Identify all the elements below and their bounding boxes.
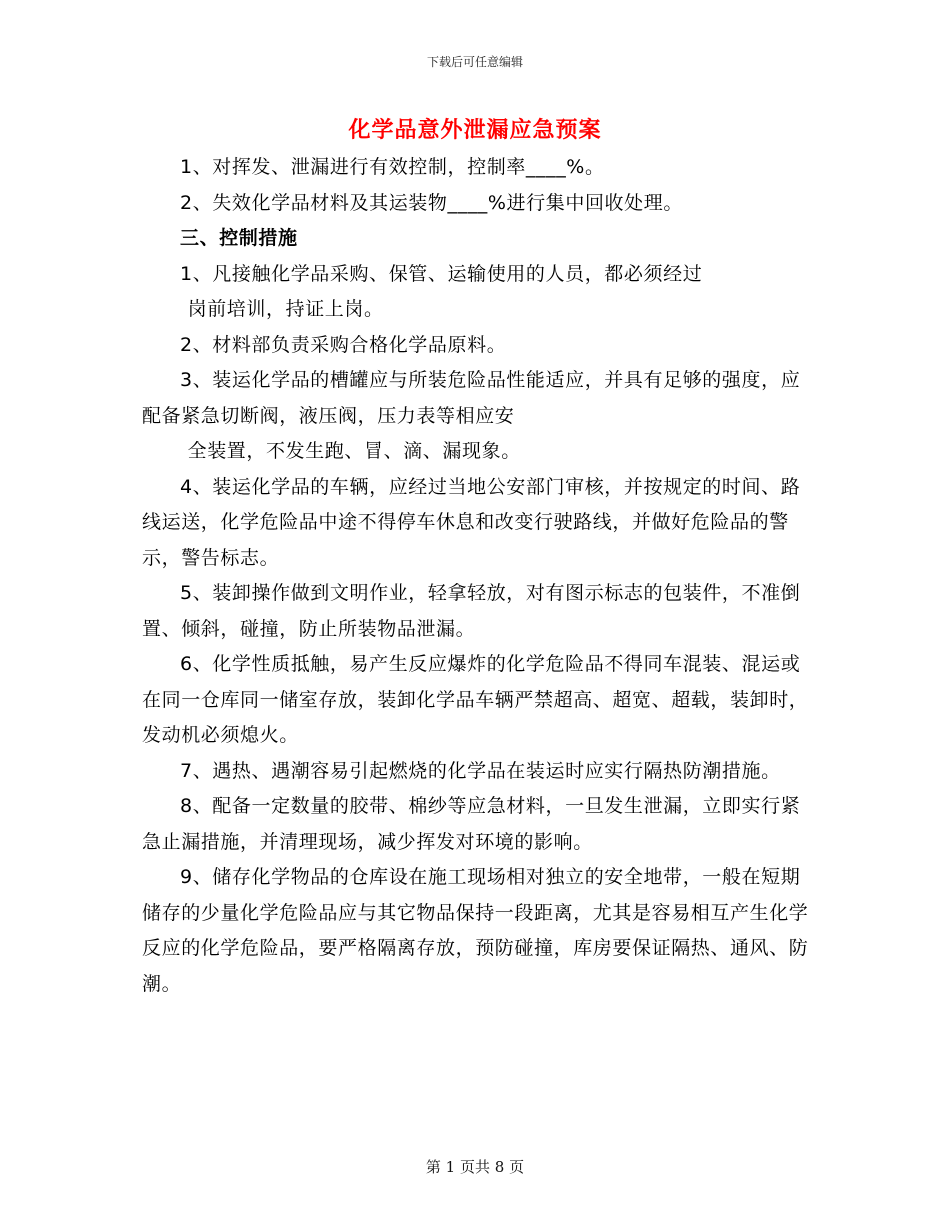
paragraph-11: 9、储存化学物品的仓库设在施工现场相对独立的安全地带，一般在短期储存的少量化学危险品应与其它物品保持一段距离，尤其是容易相互产生化学反应的化学危险品，要严格隔离存放，预防碰撞，库房要保证隔热、通风、防潮。 (142, 866, 809, 995)
header-note: 下载后可任意编辑 (426, 55, 523, 69)
page-number-footer: 第 1 页共 8 页 (425, 1158, 525, 1176)
paragraph-10: 8、配备一定数量的胶带、棉纱等应急材料，一旦发生泄漏，立即实行紧急止漏措施，并清理现场，减少挥发对环境的影响。 (142, 795, 801, 853)
paragraph-3: 1、凡接触化学品采购、保管、运输使用的人员，都必须经过 (180, 262, 703, 285)
paragraph-6: 4、装运化学品的车辆，应经过当地公安部门审核，并按规定的时间、路线运送，化学危险品中途不得停车休息和改变行驶路线，并做好危险品的警示，警告标志。 (142, 475, 801, 569)
paragraph-4: 2、材料部负责采购合格化学品原料。 (180, 333, 507, 356)
document-body (142, 150, 812, 1002)
paragraph-2: 2、失效化学品材料及其运装物____%进行集中回收处理。 (180, 191, 683, 214)
paragraph-3-continued: 岗前培训，持证上岗。 (187, 298, 384, 320)
paragraph-9: 7、遇热、遇潮容易引起燃烧的化学品在装运时应实行隔热防潮措施。 (180, 759, 781, 782)
paragraph-5: 3、装运化学品的槽罐应与所装危险品性能适应，并具有足够的强度，应配备紧急切断阀，液压阀，压力表等相应安 (142, 369, 801, 427)
section-heading: 三、控制措施 (180, 227, 298, 249)
paragraph-1: 1、对挥发、泄漏进行有效控制，控制率____%。 (180, 156, 605, 178)
paragraph-8: 6、化学性质抵触，易产生反应爆炸的化学危险品不得同车混装、混运或在同一仓库同一储室存放，装卸化学品车辆严禁超高、超宽、超载，装卸时，发动机必须熄火。 (142, 653, 809, 746)
document-title: 化学品意外泄漏应急预案 (348, 118, 602, 143)
paragraph-5-continued: 全装置，不发生跑、冒、滴、漏现象。 (187, 440, 521, 462)
paragraph-7: 5、装卸操作做到文明作业，轻拿轻放，对有图示标志的包装件，不准倒置、倾斜，碰撞，防止所装物品泄漏。 (142, 582, 801, 640)
